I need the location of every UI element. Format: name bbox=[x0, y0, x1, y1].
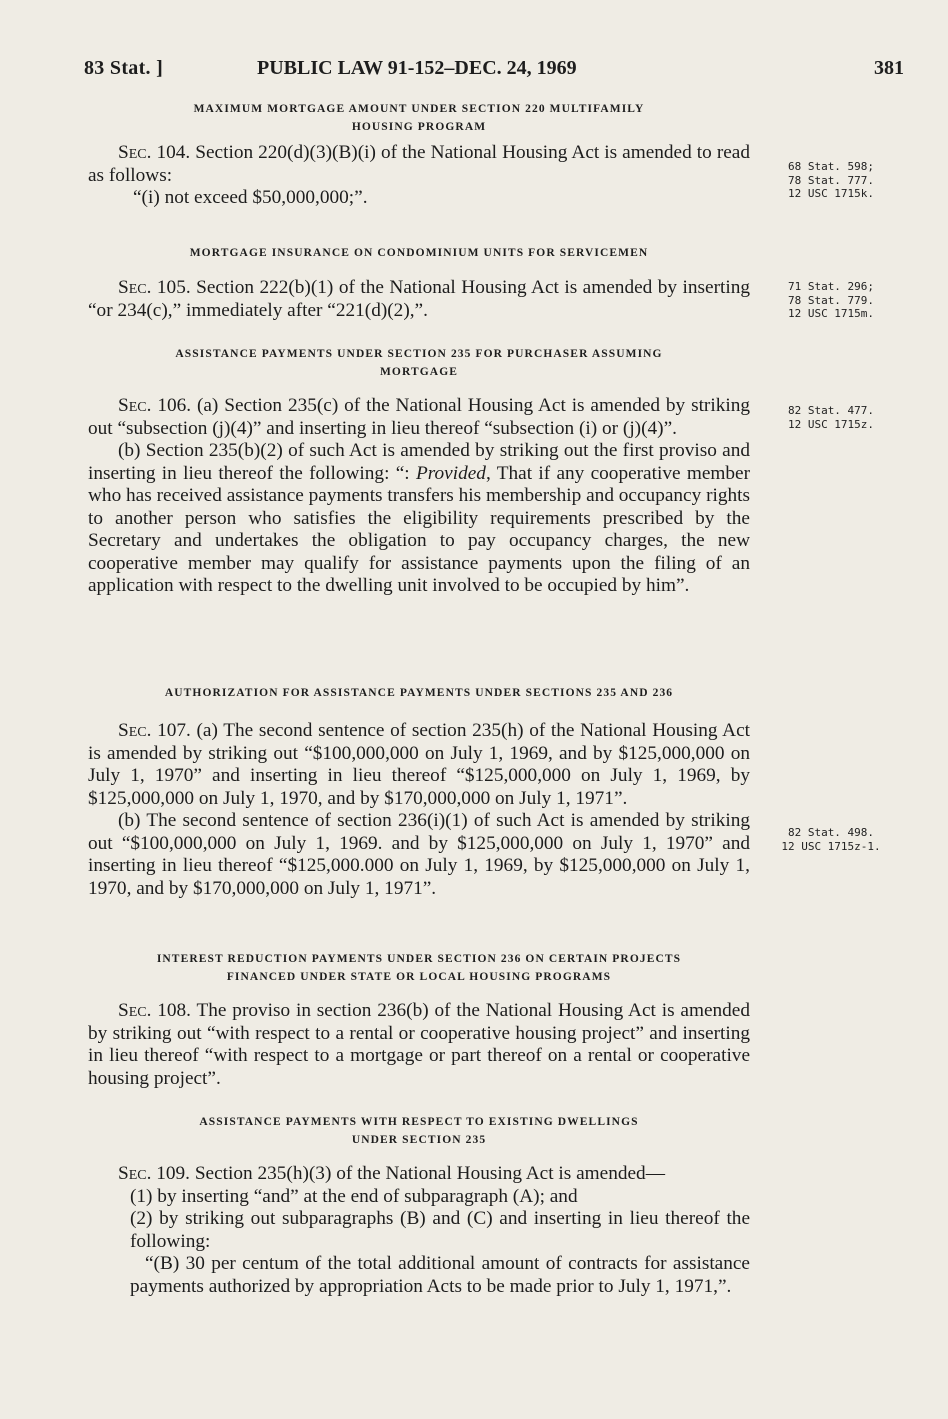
section-heading: ASSISTANCE PAYMENTS UNDER SECTION 235 FOR PURCHASER ASSUMING bbox=[175, 348, 663, 360]
section-text bbox=[88, 277, 750, 322]
page-number: 381 bbox=[874, 57, 904, 79]
subsection-post: , That if any cooperative member who has received assistance payments transfers his membership and occupancy rights to another person who satisfies the eligibility requirements prescribed by the Secretary and undertakes the obligation to pay occupancy charges, the new cooperative member may qualify for assistance payments upon the filing of an application with respect to the dwelling unit involved to be occupied by him”. bbox=[88, 462, 751, 596]
citation-line: 82 Stat. 477. bbox=[787, 404, 875, 417]
section-subsection-b bbox=[88, 440, 750, 598]
citation-line: 78 Stat. 777. bbox=[787, 173, 875, 187]
section-text bbox=[88, 142, 750, 187]
section-heading-cont: MORTGAGE bbox=[379, 366, 459, 378]
citation-line: 78 Stat. 779. bbox=[787, 293, 875, 307]
section-number: Sec. 109. bbox=[118, 1163, 190, 1184]
section-body: Section 235(h)(3) of the National Housing Act is amended— bbox=[194, 1163, 665, 1184]
section-text bbox=[88, 1000, 750, 1090]
section-body: The proviso in section 236(b) of the National Housing Act is amended by striking out “with respect to a rental or cooperative housing project” and inserting in lieu thereof “with respect to a mortgage or part thereof on a rental or cooperative housing project”. bbox=[88, 1000, 750, 1089]
marginal-citation bbox=[766, 280, 896, 321]
section-text bbox=[88, 395, 750, 440]
section-105 bbox=[88, 244, 750, 322]
section-106 bbox=[88, 345, 750, 598]
marginal-citation bbox=[766, 404, 896, 431]
section-text bbox=[88, 1163, 750, 1186]
section-number: Sec. 107. bbox=[118, 720, 191, 741]
section-heading-cont: FINANCED UNDER STATE OR LOCAL HOUSING PROGRAMS bbox=[226, 971, 612, 983]
citation-line: 12 USC 1715z. bbox=[787, 417, 875, 431]
subsection-pre: (b) Section 235(b)(2) of such Act is amended by striking out the first proviso and inserting in lieu thereof the following: “: bbox=[88, 440, 750, 484]
section-body: (a) Section 235(c) of the National Housing Act is amended by striking out “subsection (j)(4)” and inserting in lieu thereof “subsection (i) or (j)(4)”. bbox=[88, 395, 750, 439]
marginal-citation bbox=[766, 160, 896, 201]
running-head-volume: 83 Stat. ] bbox=[84, 57, 164, 79]
running-head-title: PUBLIC LAW 91-152–DEC. 24, 1969 bbox=[257, 57, 577, 79]
section-body: (a) The second sentence of section 235(h) of the National Housing Act is amended by striking out “$100,000,000 on July 1, 1969, and by $125,000,000 on July 1, 1970” and inserting in lieu thereof “$125,000,000 on July 1, 1969, by $125,000,000 on July 1, 1970, and by $170,000,000 on July 1, 1971”. bbox=[88, 720, 750, 809]
section-body: Section 220(d)(3)(B)(i) of the National Housing Act is amended to read as follows: bbox=[88, 142, 750, 186]
proviso-word: Provided bbox=[415, 462, 486, 484]
citation-line: 12 USC 1715k. bbox=[787, 187, 875, 200]
citation-line: 68 Stat. 598; bbox=[787, 160, 875, 173]
section-heading: MAXIMUM MORTGAGE AMOUNT UNDER SECTION 220 MULTIFAMILY bbox=[193, 103, 645, 115]
section-heading-cont: UNDER SECTION 235 bbox=[351, 1134, 487, 1146]
section-109 bbox=[88, 1113, 750, 1298]
section-heading: INTEREST REDUCTION PAYMENTS UNDER SECTION 236 ON CERTAIN PROJECTS bbox=[156, 953, 682, 965]
section-108 bbox=[88, 950, 750, 1090]
section-number: Sec. 105. bbox=[118, 277, 191, 298]
section-heading: AUTHORIZATION FOR ASSISTANCE PAYMENTS UNDER SECTIONS 235 AND 236 bbox=[164, 687, 674, 699]
section-107 bbox=[88, 684, 750, 900]
item-2: (2) by striking out subparagraphs (B) and (C) and inserting in lieu thereof the following: bbox=[130, 1208, 750, 1252]
item-1: (1) by inserting “and” at the end of subparagraph (A); and bbox=[130, 1185, 578, 1207]
section-subsection-b: (b) The second sentence of section 236(i)(1) of such Act is amended by striking out “$100,000,000 on July 1, 1969. and by $125,000,000 on July 1, 1970” and inserting in lieu thereof “$125,000.000 on July 1, 1969, by $125,000,000 on July 1, 1970, and by $170,000,000 on July 1, 1971”. bbox=[88, 810, 750, 899]
amended-text: “(i) not exceed $50,000,000;”. bbox=[133, 187, 368, 208]
citation-line: 12 USC 1715m. bbox=[787, 307, 875, 320]
marginal-citation bbox=[766, 826, 896, 853]
citation-line: 12 USC 1715z-1. bbox=[781, 839, 881, 853]
citation-line: 82 Stat. 498. bbox=[787, 826, 875, 839]
section-text bbox=[88, 720, 750, 810]
section-body: Section 222(b)(1) of the National Housing Act is amended by inserting “or 234(c),” immediately after “221(d)(2),”. bbox=[88, 277, 750, 321]
section-number: Sec. 104. bbox=[118, 142, 191, 163]
section-number: Sec. 108. bbox=[118, 1000, 192, 1021]
amended-quote: “(B) 30 per centum of the total additional amount of contracts for assistance payments authorized by appropriation Acts to be made prior to July 1, 1971,”. bbox=[130, 1253, 750, 1297]
section-heading: ASSISTANCE PAYMENTS WITH RESPECT TO EXISTING DWELLINGS bbox=[199, 1116, 639, 1128]
section-heading-cont: HOUSING PROGRAM bbox=[351, 121, 487, 133]
citation-line: 71 Stat. 296; bbox=[787, 280, 875, 293]
section-number: Sec. 106. bbox=[118, 395, 192, 416]
section-heading: MORTGAGE INSURANCE ON CONDOMINIUM UNITS FOR SERVICEMEN bbox=[189, 247, 649, 259]
section-104 bbox=[88, 100, 750, 210]
